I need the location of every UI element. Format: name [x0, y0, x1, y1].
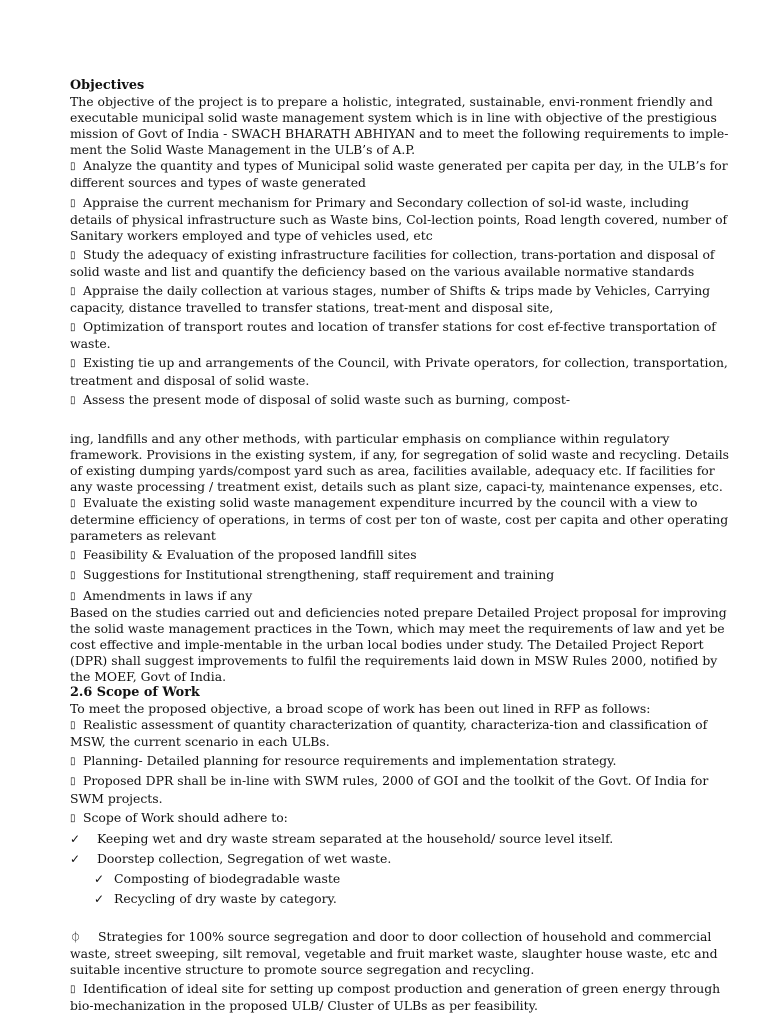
bullet-box-icon: ▯ — [70, 776, 76, 788]
checkmark-icon: ✓ — [94, 871, 105, 886]
objective-item: ▯ Appraise the current mechanism for Primary and Secondary collection of sol-id waste, including details of physical infrastructure such as Waste bins, Col-lection points, Road length covered, number of Sanitary workers employed and type of vehicles used, etc — [70, 194, 728, 243]
bullet-box-icon: ▯ — [70, 286, 76, 298]
circle-marker-icon: ⏀ — [70, 930, 81, 944]
scope-item: ▯ Realistic assessment of quantity characterization of quantity, characteriza-tion and classification of MSW, the current scenario in each ULBs. — [70, 717, 708, 750]
scope-item: ▯ Planning- Detailed planning for resource requirements and implementation strategy. — [70, 753, 730, 770]
objectives-closing: Based on the studies carried out and deficiencies noted prepare Detailed Project proposal for improving the solid waste management practices in the Town, which may meet the requirements of law and yet be cost effective and imple-mentable in the urban local bodies under study. The Detailed Project Report (DPR) shall suggest improvements to fulfil the requirements laid down in MSW Rules 2000, notified by the MOEF, Govt of India. — [70, 604, 727, 684]
objective-item: ▯ Feasibility & Evaluation of the proposed landfill sites — [70, 547, 730, 564]
bullet-box-icon: ▯ — [70, 197, 76, 209]
bullet-box-icon: ▯ — [70, 984, 76, 996]
objective-item: ▯ Suggestions for Institutional strengthening, staff requirement and training — [70, 567, 730, 584]
bullet-box-icon: ▯ — [70, 249, 76, 261]
check-item: ✓ Keeping wet and dry waste stream separated at the household/ source level itself. — [70, 830, 614, 846]
objective-item: ▯ Study the adequacy of existing infrastructure facilities for collection, trans-portation and disposal of solid waste and list and quantify the deficiency based on the various available normative standards — [70, 246, 715, 279]
objective-item: ▯ Assess the present mode of disposal of solid waste such as burning, compost- — [70, 392, 730, 409]
bullet-box-icon: ▯ — [70, 812, 76, 824]
objective-item: ▯ Appraise the daily collection at various stages, number of Shifts & trips made by Vehicles, Carrying capacity, distance travelled to transfer stations, treat-ment and disposal site, — [70, 283, 711, 316]
objective-item: ▯ Existing tie up and arrangements of the Council, with Private operators, for collection, transportation, treatment and disposal of solid waste. — [70, 355, 728, 388]
sub-check-item: ✓ Composting of biodegradable waste — [94, 870, 341, 886]
bullet-box-icon: ▯ — [70, 756, 76, 768]
objective-item: ▯ Evaluate the existing solid waste management expenditure incurred by the council with a view to determine efficiency of operations, in terms of cost per ton of waste, cost per capita and other operating parameters as relevant — [70, 495, 729, 544]
bullet-box-icon: ▯ — [70, 394, 76, 406]
scope-item: ▯ Scope of Work should adhere to: — [70, 810, 730, 827]
objective-item: ▯ Optimization of transport routes and location of transfer stations for cost ef-fective transportation of waste. — [70, 319, 716, 352]
bullet-box-icon: ▯ — [70, 161, 76, 173]
objectives-heading: Objectives — [70, 78, 145, 93]
strategies-item: ⏀ Strategies for 100% source segregation and door to door collection of household and commercial waste, street sweeping, silt removal, vegetable and fruit market waste, slaughter house waste, etc and suitable incentive structure to promote source segregation and recycling. — [70, 928, 718, 977]
check-item: ✓ Doorstep collection, Segregation of wet waste. — [70, 850, 392, 866]
scope-intro: To meet the proposed objective, a broad scope of work has been out lined in RFP as follows: — [70, 701, 651, 717]
bullet-box-icon: ▯ — [70, 590, 76, 602]
document-page — [70, 78, 730, 1014]
checkmark-icon: ✓ — [70, 831, 81, 846]
objectives-continuation: ing, landfills and any other methods, with particular emphasis on compliance within regulatory framework. Provisions in the existing system, if any, for segregation of solid waste and recycling. Details of existing dumping yards/compost yard such as area, facilities available, adequacy etc. If facilities for any waste processing / treatment exist, details such as plant size, capaci-ty, maintenance expenses, etc. — [70, 430, 730, 494]
bullet-box-icon: ▯ — [70, 358, 76, 370]
checkmark-icon: ✓ — [94, 891, 105, 906]
bullet-box-icon: ▯ — [70, 570, 76, 582]
objective-item: ▯ Amendments in laws if any — [70, 588, 730, 605]
checkmark-icon: ✓ — [70, 851, 81, 866]
objectives-intro: The objective of the project is to prepare a holistic, integrated, sustainable, envi-ronment friendly and executable municipal solid waste management system which is in line with objective of the prestigious mission of Govt of India - SWACH BHARATH ABHIYAN and to meet the following requirements to imple-ment the Solid Waste Management in the ULB’s of A.P. — [70, 94, 729, 158]
bullet-box-icon: ▯ — [70, 550, 76, 562]
sub-check-item: ✓ Recycling of dry waste by category. — [94, 890, 337, 906]
bullet-box-icon: ▯ — [70, 720, 76, 732]
scope-item: ▯ Proposed DPR shall be in-line with SWM rules, 2000 of GOI and the toolkit of the Govt. Of India for SWM projects. — [70, 773, 709, 806]
bullet-box-icon: ▯ — [70, 498, 76, 510]
bullet-box-icon: ▯ — [70, 322, 76, 334]
scope-heading: 2.6 Scope of Work — [70, 685, 200, 701]
identification-item: ▯ Identification of ideal site for setting up compost production and generation of green energy through bio-mechanization in the proposed ULB/ Cluster of ULBs as per feasibility. — [70, 981, 721, 1014]
objective-item: ▯ Analyze the quantity and types of Municipal solid waste generated per capita per day, in the ULB’s for different sources and types of waste generated — [70, 158, 728, 191]
